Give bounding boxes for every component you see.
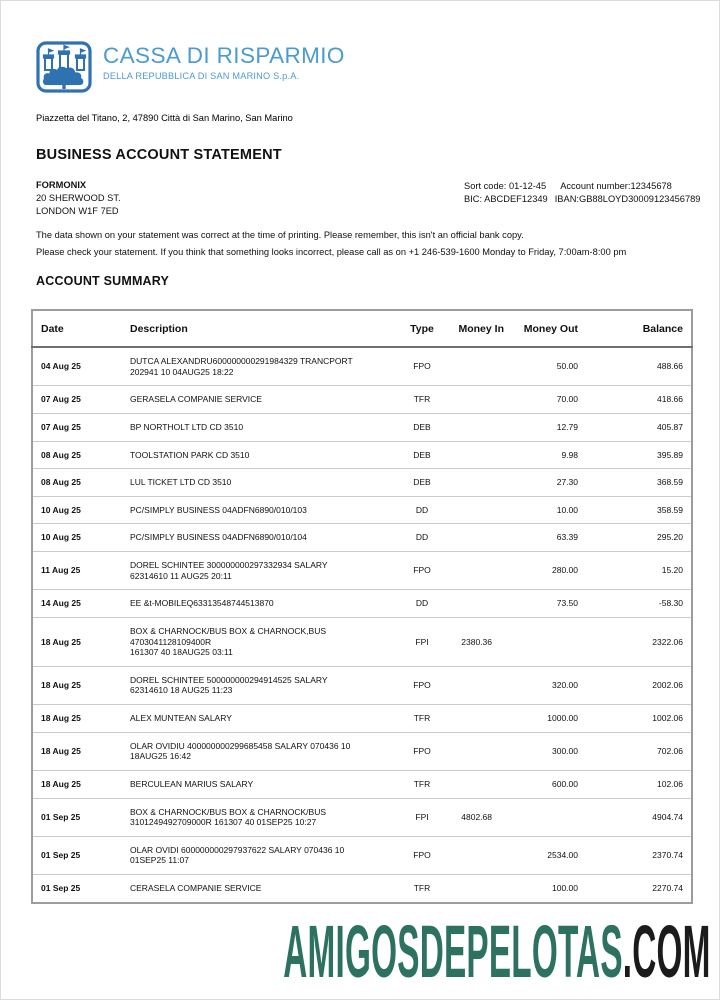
balance-cell: 102.06 — [586, 770, 692, 798]
money-out-cell: 280.00 — [512, 552, 586, 590]
statement-notices — [36, 229, 626, 263]
date-cell: 04 Aug 25 — [32, 347, 122, 386]
bic: BIC: ABCDEF12349 — [464, 194, 548, 205]
date-cell: 07 Aug 25 — [32, 413, 122, 441]
date-cell: 18 Aug 25 — [32, 770, 122, 798]
table-row — [32, 798, 692, 836]
watermark-secondary: .COM — [623, 910, 711, 993]
money-in-cell — [440, 836, 512, 874]
balance-cell: 418.66 — [586, 386, 692, 414]
money-out-cell: 10.00 — [512, 496, 586, 524]
description-cell: LUL TICKET LTD CD 3510 — [122, 469, 404, 497]
money-in-cell — [440, 386, 512, 414]
table-row — [32, 413, 692, 441]
bank-address: Piazzetta del Titano, 2, 47890 Città di San Marino, San Marino — [36, 113, 293, 123]
statement-table — [31, 309, 693, 904]
bank-brand-text — [103, 41, 345, 81]
date-cell: 01 Sep 25 — [32, 798, 122, 836]
balance-cell: 1002.06 — [586, 705, 692, 733]
date-cell: 11 Aug 25 — [32, 552, 122, 590]
type-cell: FPO — [404, 666, 440, 704]
date-cell: 01 Sep 25 — [41, 883, 81, 893]
table-row — [32, 732, 692, 770]
type-cell: DD — [404, 496, 440, 524]
description-cell: ALEX MUNTEAN SALARY — [122, 705, 404, 733]
description-cell: DOREL SCHINTEE 300000000297332934 SALARY 62314610 11 AUG25 20:11 — [122, 552, 404, 590]
table-row — [32, 469, 692, 497]
table-row — [32, 552, 692, 590]
money-in-cell — [440, 875, 512, 903]
description-cell: DUTCA ALEXANDRU600000000291984329 TRANCPORT 202941 10 04AUG25 18:22 — [122, 347, 404, 386]
type-cell: FPO — [404, 347, 440, 386]
balance-cell: 368.59 — [586, 469, 692, 497]
account-details-row1 — [464, 180, 700, 193]
table-row — [32, 441, 692, 469]
type-cell: DD — [404, 524, 440, 552]
bank-brand-header — [36, 41, 345, 98]
money-in-cell: 4802.68 — [440, 798, 512, 836]
table-row — [32, 770, 692, 798]
notice-line-2: Please check your statement. If you think that something looks incorrect, please call as on +1 246-539-1600 Monday to Friday, 7:00am-8:00 pm — [36, 247, 627, 258]
money-out-cell: 320.00 — [512, 666, 586, 704]
balance-cell: 2002.06 — [586, 666, 692, 704]
money-out-cell: 27.30 — [512, 469, 586, 497]
money-in-cell — [440, 524, 512, 552]
watermark — [283, 910, 711, 993]
description-cell: OLAR OVIDIU 400000000299685458 SALARY 070436 10 18AUG25 16:42 — [122, 732, 404, 770]
description-cell: BOX & CHARNOCK/BUS BOX & CHARNOCK/BUS 3101249492709000R 161307 40 01SEP25 10:27 — [122, 798, 404, 836]
money-out-cell: 63.39 — [512, 524, 586, 552]
type-cell: FPO — [404, 732, 440, 770]
balance-cell: 15.20 — [586, 552, 692, 590]
balance-cell: 405.87 — [586, 413, 692, 441]
table-row — [32, 590, 692, 618]
description-cell: BP NORTHOLT LTD CD 3510 — [122, 413, 404, 441]
money-out-cell: 600.00 — [512, 770, 586, 798]
date-cell: 14 Aug 25 — [32, 590, 122, 618]
type-cell: FPO — [404, 552, 440, 590]
money-in-cell — [440, 705, 512, 733]
money-out-cell: 73.50 — [512, 590, 586, 618]
description-cell: EE &t-MOBILEQ63313548744513870 — [122, 590, 404, 618]
three-towers-logo-icon — [36, 41, 92, 98]
money-out-cell: 300.00 — [512, 732, 586, 770]
type-cell: FPO — [404, 836, 440, 874]
type-cell: TFR — [404, 705, 440, 733]
date-cell: 07 Aug 25 — [32, 386, 122, 414]
table-row — [32, 666, 692, 704]
balance-cell: 395.89 — [586, 441, 692, 469]
money-out-cell — [512, 617, 586, 666]
balance-cell: 2370.74 — [586, 836, 692, 874]
type-cell: TFR — [404, 770, 440, 798]
table-row — [32, 386, 692, 414]
balance-cell: 295.20 — [586, 524, 692, 552]
type-cell: FPI — [404, 617, 440, 666]
money-in-cell — [440, 347, 512, 386]
table-row — [32, 347, 692, 386]
account-holder-address-line1: 20 SHERWOOD ST. — [36, 192, 121, 203]
date-cell: 18 Aug 25 — [32, 705, 122, 733]
column-header-money-out: Money Out — [512, 310, 586, 347]
table-row — [32, 524, 692, 552]
balance-cell: 2322.06 — [586, 617, 692, 666]
money-in-cell — [440, 496, 512, 524]
balance-cell: 2270.74 — [652, 883, 683, 893]
money-out-cell: 70.00 — [512, 386, 586, 414]
balance-cell: -58.30 — [586, 590, 692, 618]
type-cell: DEB — [404, 441, 440, 469]
column-header-money-in: Money In — [440, 310, 512, 347]
money-in-cell: 2380.36 — [440, 617, 512, 666]
description-cell: CERASELA COMPANIE SERVICE — [130, 883, 262, 893]
column-header-type: Type — [404, 310, 440, 347]
money-out-cell: 1000.00 — [512, 705, 586, 733]
iban: IBAN:GB88LOYD30009123456789 — [554, 194, 701, 205]
account-details-block — [464, 180, 700, 207]
notice-line-1: The data shown on your statement was correct at the time of printing. Please remember, this isn't an official bank copy. — [36, 230, 524, 240]
description-cell: DOREL SCHINTEE 500000000294914525 SALARY 62314610 18 AUG25 11:23 — [122, 666, 404, 704]
date-cell: 18 Aug 25 — [32, 617, 122, 666]
description-cell: BERCULEAN MARIUS SALARY — [122, 770, 404, 798]
column-header-description: Description — [122, 310, 404, 347]
balance-cell: 358.59 — [586, 496, 692, 524]
type-cell: TFR — [413, 883, 431, 893]
description-cell: PC/SIMPLY BUSINESS 04ADFN6890/010/104 — [122, 524, 404, 552]
date-cell: 10 Aug 25 — [32, 524, 122, 552]
money-in-cell — [440, 732, 512, 770]
account-holder-block — [36, 179, 121, 217]
money-in-cell — [440, 590, 512, 618]
table-header-row — [32, 310, 692, 347]
statement-table-body — [32, 347, 692, 903]
date-cell: 18 Aug 25 — [32, 732, 122, 770]
description-cell: GERASELA COMPANIE SERVICE — [122, 386, 404, 414]
sort-code: Sort code: 01-12-45 — [464, 181, 547, 191]
money-out-cell: 2534.00 — [512, 836, 586, 874]
money-in-cell — [440, 413, 512, 441]
balance-cell: 702.06 — [586, 732, 692, 770]
watermark-primary: AMIGOSDEPELOTAS — [283, 910, 624, 993]
money-out-cell: 50.00 — [512, 347, 586, 386]
column-header-date: Date — [32, 310, 122, 347]
type-cell: TFR — [404, 386, 440, 414]
money-out-cell: 12.79 — [512, 413, 586, 441]
page-title: BUSINESS ACCOUNT STATEMENT — [36, 147, 282, 163]
account-number: Account number:12345678 — [560, 181, 672, 191]
money-out-cell: 100.00 — [552, 883, 578, 893]
type-cell: FPI — [404, 798, 440, 836]
type-cell: DD — [404, 590, 440, 618]
description-cell: PC/SIMPLY BUSINESS 04ADFN6890/010/103 — [122, 496, 404, 524]
brand-subtitle: DELLA REPUBBLICA DI SAN MARINO S.p.A. — [103, 70, 300, 81]
table-row — [32, 496, 692, 524]
table-row — [32, 705, 692, 733]
table-row — [32, 617, 692, 666]
money-out-cell: 9.98 — [512, 441, 586, 469]
date-cell: 01 Sep 25 — [32, 836, 122, 874]
money-out-cell — [512, 798, 586, 836]
account-holder-address-line2: LONDON W1F 7ED — [36, 205, 119, 216]
money-in-cell — [440, 666, 512, 704]
date-cell: 18 Aug 25 — [32, 666, 122, 704]
balance-cell: 488.66 — [586, 347, 692, 386]
type-cell: DEB — [404, 413, 440, 441]
date-cell: 10 Aug 25 — [32, 496, 122, 524]
money-in-cell — [440, 770, 512, 798]
money-in-cell — [440, 441, 512, 469]
description-cell: TOOLSTATION PARK CD 3510 — [122, 441, 404, 469]
description-cell: OLAR OVIDI 600000000297937622 SALARY 070436 10 01SEP25 11:07 — [122, 836, 404, 874]
column-header-balance: Balance — [586, 310, 692, 347]
section-title-account-summary: ACCOUNT SUMMARY — [36, 274, 170, 288]
date-cell: 08 Aug 25 — [32, 469, 122, 497]
account-holder-name: FORMONIX — [36, 180, 87, 190]
table-row — [32, 875, 692, 903]
date-cell: 08 Aug 25 — [32, 441, 122, 469]
money-in-cell — [440, 552, 512, 590]
account-details-row2 — [464, 193, 700, 206]
brand-name: CASSA DI RISPARMIO — [103, 43, 345, 68]
type-cell: DEB — [404, 469, 440, 497]
description-cell: BOX & CHARNOCK/BUS BOX & CHARNOCK,BUS 4703041128109400R 161307 40 18AUG25 03:11 — [122, 617, 404, 666]
balance-cell: 4904.74 — [586, 798, 692, 836]
money-in-cell — [440, 469, 512, 497]
table-row — [32, 836, 692, 874]
